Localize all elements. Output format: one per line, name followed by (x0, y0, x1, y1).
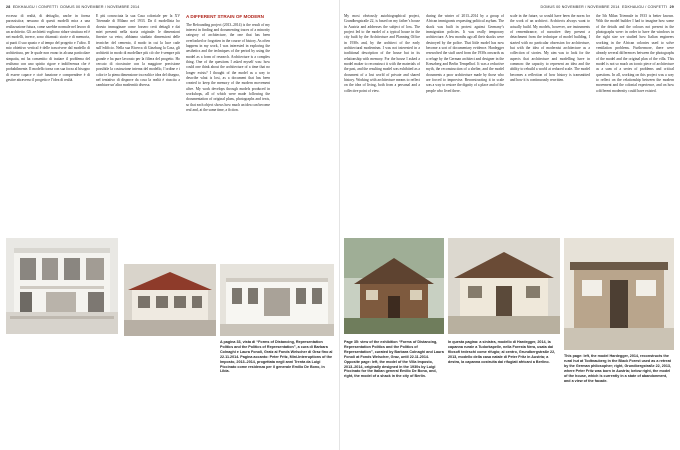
photo-shack-model (564, 238, 674, 350)
photo-wooden-hut (344, 238, 444, 334)
caption-english-right: This page: left, the model Hardegger, 2014, reconstructs the rural hut at Todtnauberg in the Black Forest used as a retreat by the German philosopher; right, Grundbergstraße 22, 2013, where Peter Fritz was born in Austria; below right, the model of the house, which is currently in a state of abandonment, and a view of the facade. (564, 354, 671, 383)
header-left: 28 EDKHAUGU / CONFETTI DOMUS 00 NOVEMBER / NOVEMBRE 2014 (6, 5, 140, 9)
caption-italian-right: In questa pagina: a sinistra, modello di Hardegger, 2014, la capanna rurale a Tudorkapelle, nella Foresta Nera, usata dai filosofi tedeschi come rifugio; al centro, Grundbergstraße 22, 2013, modello della casa natale di Peter Fritz in Austria; a destra, la capanna costruita dai rifugiati africani a Berlino. (448, 340, 556, 364)
text-column-2: È più conosciuta la sua Casa coloniale per la XV Triennale di Milano nel 1933. Da il modellista ho dovuto immaginare come fossero certi dettagli e dai miei presenti nella storia originale: le dimensioni finestre su vetro, abbiamo studiato dimensioni delle tecniche: del cemento, il modo in cui la luce cade sull’edificio. Nella sua Ricerca di Ginzburg la Casa, gli architetti in modo di modellare più ciò che è sempre più grande e ha pure lavorato per la filiera del progetto. Ho cercato di ricostruire con la maggiore precisione possibile la costruzione interna del modello, l’ordine e i colori e la piena dimensione tra realtà e idea del disegno, nel tentativo di disporre da cosa la realtà è riuscita a cambiare un’altra modernità diversa. (96, 14, 180, 88)
text-column-7: the 5th Milan Triennale in 1933 is better known. With the model builder I had to imagine how some of the details and the colours not present in the photographs were: in order to have the windows in the right size we studied how Italian engineers working in the African colonies used to solve ventilation problems. Furthermore, there were already several differences between the photographs of the model and the original plan of the villa. This model is not so much an iconic piece of architecture as a sum of a series of problems and critical questions. In all, working on this project was a way to reflect on the relationship between the modern movement and the colonial experience, and on how a different modernity could have existed. (596, 14, 674, 93)
photo-exhibition-model (124, 264, 216, 336)
caption-italian-left: A pagina 33, vista di “Forms of Distancing, Representation Politics and the Politics of Representation”, a cura di Barbara Colnaghi e Laura Fonoli, Gratz ai Fonds Welscher di Graz fino al 22.11.2014. Pagina accanto: Peter Fritz, Mini-Interruptions of the Imposto, 2013–2014, progettata negli anni Trenta da Luigi Piccinato come residenza per il generale Emilio De Bono, in Libia. (220, 340, 333, 374)
caption-english-left: Page 35: view of the exhibition “Forms of Distancing, Representation Politics and the Politics of Representation”, curated by Barbara Colnaghi and Laura Fonoli at Fonds Welscher, Graz, until 22.11.2014. Opposite page: left, the model of the Villa Imposto, 2013–2014, originally designed in the 1930s by Luigi Piccinato for the Italian general Emilio De Bono, and, right, the model of a shack in the city of Berlin. (344, 340, 444, 379)
page-gutter (339, 0, 340, 450)
photo-villa-model (6, 238, 118, 334)
text-column-5: during the winter of 2013–2014 by a group of African immigrants requesting political asylum. The shack was built in protest against Germany’s immigration policies. It was really temporary architecture. A few months ago all their shacks were destroyed by the police. That little model has now become a sort of documentary evidence. Hardegger researched the stuff used from the 1930s onwards as a refuge by the German architect and designer in the Kreuzberg and Berlin Tempelhof. It was a reductive myth, the reconstruction of a shelter, and the model documents a poor architecture made by those who are forced to improvise. Reconstructing it in scale was a way to restore the dignity of a place and of the people who lived there. (426, 14, 504, 93)
text-column-6: scale in the future, so would have been the norm for the work of an architect. Architects always want to actually build. My models, however, are instruments of remembrance, of narrative: they present a detachment from the technique of model building. I started with no particular obsession for architecture, but with the idea of modernist architecture as a collection of stories. My aim was to look for the aspects that architecture and modelling have in common: the capacity to represent an idea and the ability to rebuild a world at reduced scale. The model becomes a reflection of how history is transmitted and how it is continuously rewritten. (510, 14, 590, 83)
photo-white-building (220, 264, 334, 336)
text-column-3: A DIFFERENT STRAIN OF MODERN The Refounding project (2013–2014) is the result of my interest in finding and documenting traces of a minority category of architecture, the one that has been overlooked or forgotten in the course of history. As often happens in my work, I was interested in exploring the aesthetics and the techniques of the period by using the model as a form of research. Architecture is a complex thing. One of the questions I asked myself was: how could one think about the architecture of a time that no longer exists? I thought of the model as a way to describe what is lost, as a document that has been created to keep the memory of the modern movement alive. My work develops through models produced in workshops, all of which were made following the documentation of original plans, photographs and texts, so that each object shows how much an idea can become real and, at the same time, a fiction. (186, 14, 270, 112)
header-right: DOMUS 00 NOVEMBER / NOVEMBRE 2014 EDKHAUGU / CONFETTI 29 (540, 5, 674, 9)
text-column-4: My most obviously autobiographical project, Grundbergstraße 22, is based on my father’s house in Austria and addresses the subject of loss. The project led to the model of a typical house in the city built by the Architecture and Planning Office in 1930s and, by the architect of the early architectural modernism. I was not interested in a traditional description of the house but in its relationship with memory. For the house I asked a model maker to reconstruct it with the materials of the past, and the resulting model was exhibited as a document of a lost world of private and shared history. Working with architecture means to reflect on the idea of living, both from a personal and a collective point of view. (344, 14, 420, 93)
article-title: A DIFFERENT STRAIN OF MODERN (186, 14, 264, 19)
text-column-1: eccesso di realtà, di dettaglio, anche in forma parossistica; nessuno di questi modelli mira a una realizzazione futura, come sarebbe normale nel lavoro di un architetto. Gli architetti vogliono ridare struttura ed è nei modelli, invece, sono chiamati: storie e di memoria, ai puoti il suo spazio e al tempo del progetto e l’altro. Il mio obiettivo vertical è delle trascrivere dal modello di architettura, per le quale non erano in alcuna particolare simpatia, mi ha consentito di trattare il problema del realismo con uno spirito rigore e indifferenza che è probabilmente. Il modello torna con sua forza al bisogno di essere capace e cioè funzione e comprendere è di gestire attraverso il progetto e l’idea di realtà. (6, 14, 90, 83)
photo-rural-house (448, 238, 560, 334)
